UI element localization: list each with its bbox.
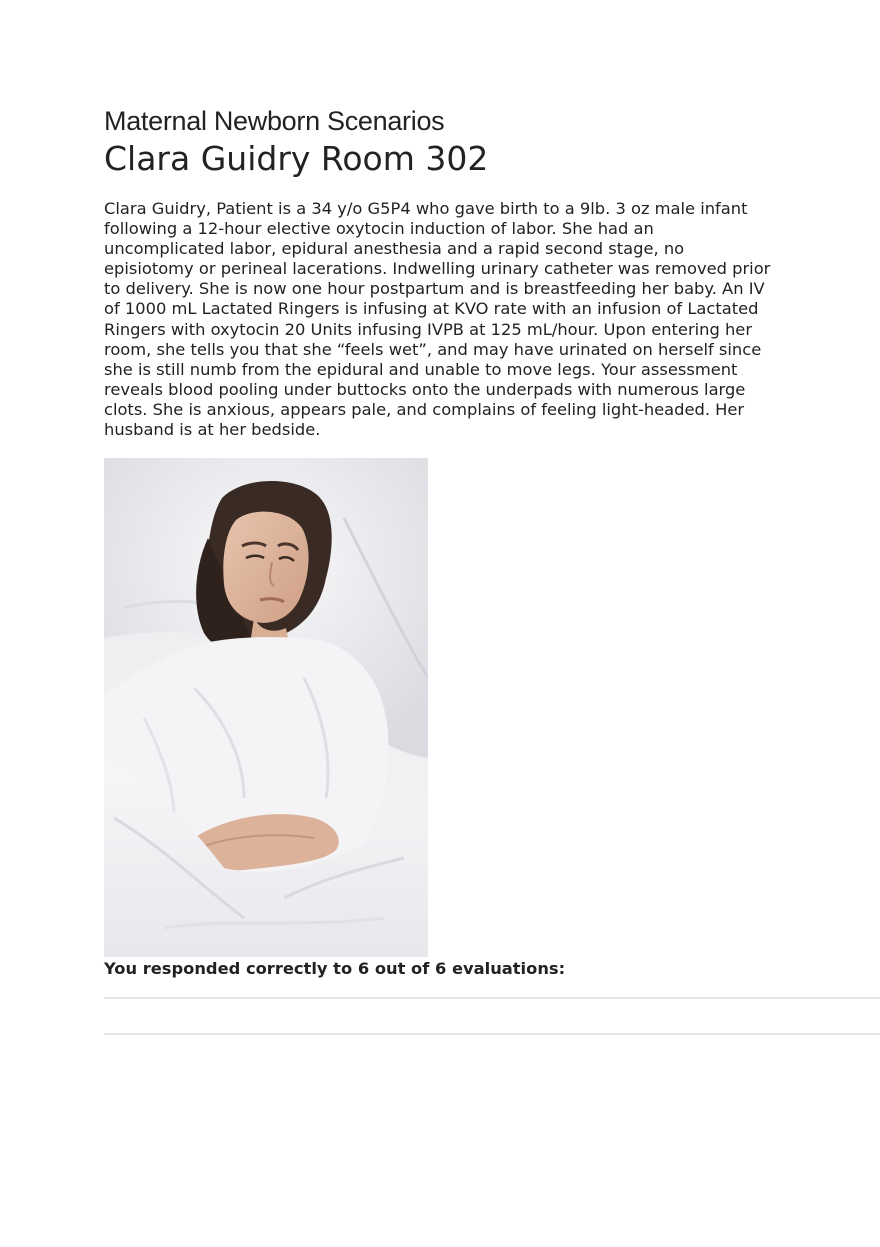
section-heading: Maternal Newborn Scenarios [104, 106, 445, 136]
patient-photo [104, 458, 428, 957]
scenario-description: Clara Guidry, Patient is a 34 y/o G5P4 who gave birth to a 9lb. 3 oz male infant following a 12-hour elective oxytocin induction of labor. She had an uncomplicated labor, epidural anesthesia and a rapid second stage, no episiotomy or perineal lacerations. Indwelling urinary catheter was removed prior to delivery. She is now one hour postpartum and is breastfeeding her baby. An IV of 1000 mL Lactated Ringers is infusing at KVO rate with an infusion of Lactated Ringers with oxytocin 20 Units infusing IVPB at 125 mL/hour. Upon entering her room, she tells you that she “feels wet”, and may have urinated on herself since she is still numb from the epidural and unable to move legs. Your assessment reveals blood pooling under buttocks onto the underpads with numerous large clots. She is anxious, appears pale, and complains of feeling light-headed. Her husband is at her bedside. [104, 199, 771, 440]
page-title: Clara Guidry Room 302 [104, 139, 489, 178]
document-page [104, 104, 880, 1035]
divider [104, 1033, 880, 1035]
divider [104, 997, 880, 999]
evaluation-result: You responded correctly to 6 out of 6 evaluations: [104, 959, 566, 979]
